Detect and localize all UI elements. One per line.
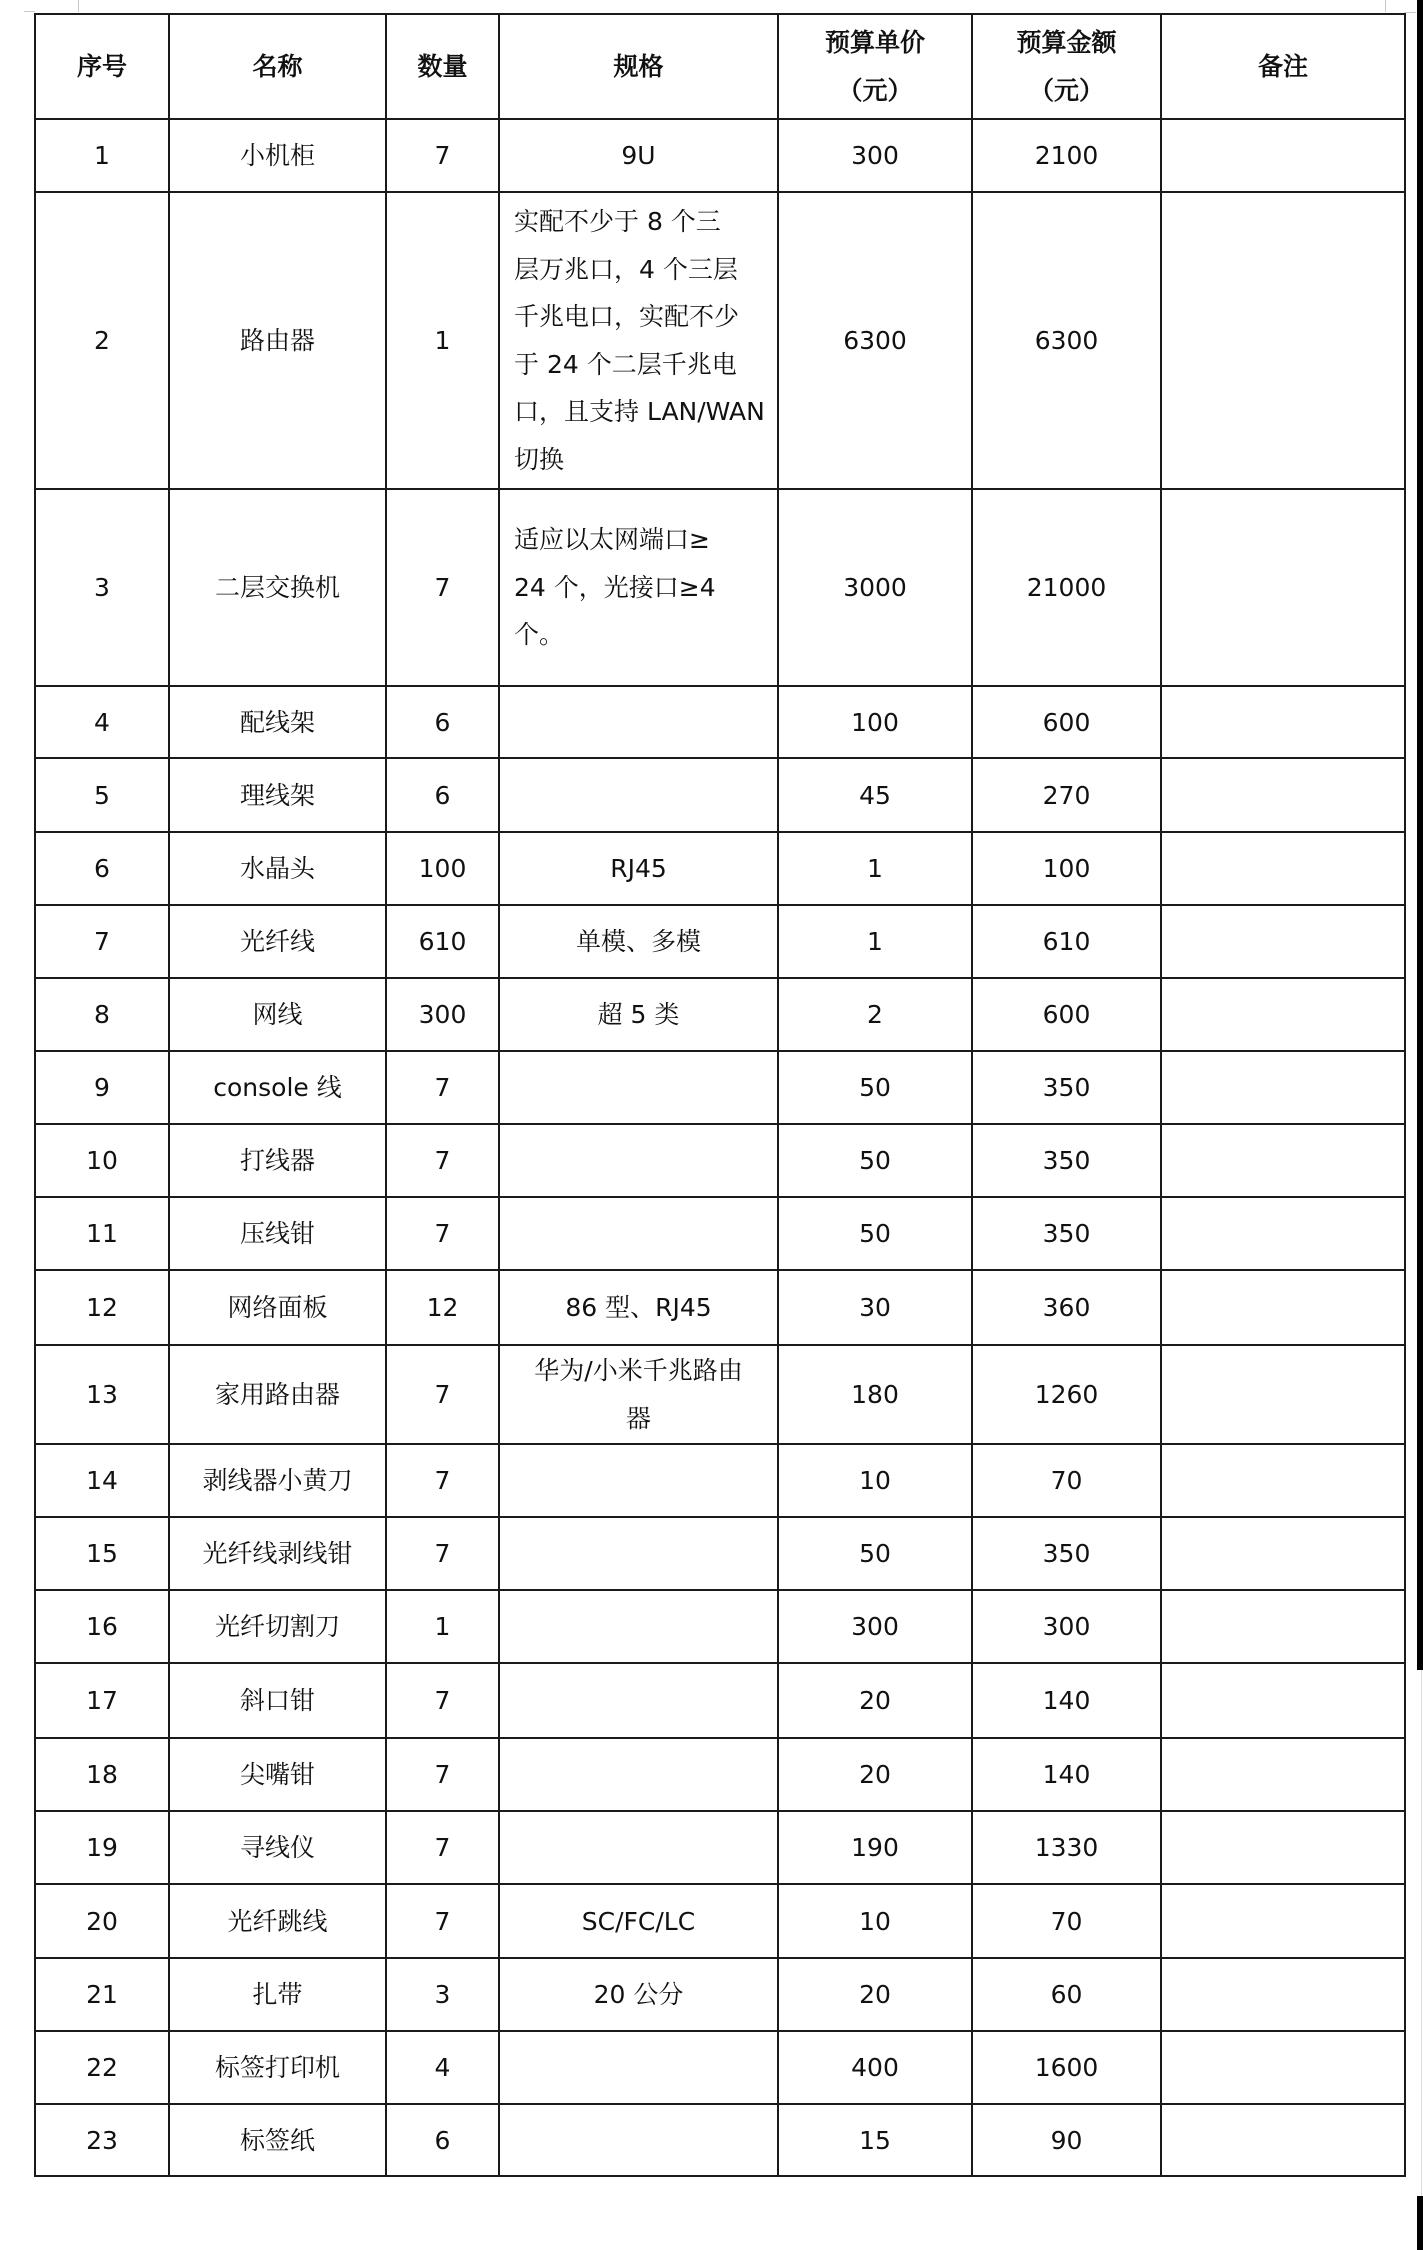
cell-unit-price: 3000 [778,489,972,686]
cell-spec [499,1444,778,1517]
cell-name: console 线 [169,1051,386,1124]
table-row [35,1811,1405,1884]
table-row [35,1345,1405,1444]
header-amount [972,14,1161,119]
cell-note [1161,978,1405,1051]
page-corner-mark-top-left-v [78,0,79,12]
cell-index: 9 [35,1051,169,1124]
cell-qty: 7 [386,1124,499,1197]
cell-unit-price: 20 [778,1958,972,2031]
cell-spec [499,2031,778,2104]
spec-line: 个。 [514,620,565,650]
cell-note [1161,1345,1405,1444]
cell-index: 17 [35,1663,169,1738]
cell-name: 家用路由器 [169,1345,386,1444]
header-label: 预算金额 [1016,27,1117,57]
cell-unit-price: 300 [778,119,972,192]
page-corner-mark-top-left-h [24,11,35,12]
cell-name: 网络面板 [169,1270,386,1345]
table-row [35,2104,1405,2176]
header-label: 备注 [1257,51,1308,81]
cell-unit-price: 6300 [778,192,972,489]
table-row [35,2031,1405,2104]
cell-unit-price: 50 [778,1197,972,1270]
cell-index: 13 [35,1345,169,1444]
table-row [35,1958,1405,2031]
cell-spec: 超 5 类 [499,978,778,1051]
cell-qty: 6 [386,758,499,832]
cell-name: 标签纸 [169,2104,386,2176]
cell-note [1161,1958,1405,2031]
cell-qty: 300 [386,978,499,1051]
cell-qty: 6 [386,686,499,758]
cell-note [1161,1517,1405,1590]
cell-qty: 7 [386,1663,499,1738]
window-edge-bar-top [1417,0,1423,1670]
cell-unit-price: 2 [778,978,972,1051]
cell-note [1161,1811,1405,1884]
table-row [35,1444,1405,1517]
cell-unit-price: 190 [778,1811,972,1884]
cell-name: 扎带 [169,1958,386,2031]
spec-line: 器 [625,1403,651,1433]
cell-amount: 600 [972,686,1161,758]
table-row [35,1884,1405,1958]
cell-index: 3 [35,489,169,686]
table-row [35,1051,1405,1124]
cell-amount: 610 [972,905,1161,978]
cell-name: 剥线器小黄刀 [169,1444,386,1517]
cell-name: 斜口钳 [169,1663,386,1738]
cell-qty: 1 [386,1590,499,1663]
table-row [35,192,1405,489]
cell-spec: 单模、多模 [499,905,778,978]
spec-line: 千兆电口，实配不少 [514,302,740,331]
table-row [35,119,1405,192]
cell-amount: 70 [972,1444,1161,1517]
header-label: 预算单价 [824,27,925,57]
cell-spec [499,758,778,832]
cell-qty: 610 [386,905,499,978]
cell-qty: 7 [386,1345,499,1444]
cell-spec [499,1051,778,1124]
cell-amount: 60 [972,1958,1161,2031]
cell-spec [499,1811,778,1884]
cell-amount: 140 [972,1663,1161,1738]
cell-qty: 7 [386,1051,499,1124]
header-unit: （元） [837,75,913,105]
cell-note [1161,1663,1405,1738]
spec-line: 切换 [514,444,565,474]
cell-spec [499,192,778,489]
cell-spec [499,1197,778,1270]
table-row [35,1197,1405,1270]
cell-amount: 350 [972,1197,1161,1270]
header-label: 名称 [252,51,303,81]
cell-note [1161,1051,1405,1124]
table-row [35,489,1405,686]
table-row [35,1738,1405,1811]
cell-index: 23 [35,2104,169,2176]
header-qty [386,14,499,119]
cell-amount: 70 [972,1884,1161,1958]
header-label: 序号 [76,51,127,81]
cell-name: 配线架 [169,686,386,758]
cell-index: 10 [35,1124,169,1197]
cell-spec [499,686,778,758]
cell-index: 1 [35,119,169,192]
cell-name: 路由器 [169,192,386,489]
cell-name: 压线钳 [169,1197,386,1270]
cell-amount: 2100 [972,119,1161,192]
cell-index: 22 [35,2031,169,2104]
table-row [35,1663,1405,1738]
cell-qty: 7 [386,119,499,192]
table-row [35,1124,1405,1197]
table-row [35,758,1405,832]
cell-qty: 3 [386,1958,499,2031]
cell-name: 光纤线剥线钳 [169,1517,386,1590]
cell-index: 6 [35,832,169,905]
cell-unit-price: 10 [778,1444,972,1517]
cell-qty: 7 [386,1197,499,1270]
table-body [35,119,1405,2176]
page-corner-mark-top-right-v [1385,0,1386,12]
cell-unit-price: 50 [778,1124,972,1197]
cell-qty: 7 [386,1444,499,1517]
cell-spec [499,1738,778,1811]
header-label: 数量 [417,51,468,81]
spec-line: 于 24 个二层千兆电 [514,349,737,379]
header-unit: （元） [1028,75,1104,105]
cell-unit-price: 10 [778,1884,972,1958]
cell-qty: 7 [386,489,499,686]
cell-index: 16 [35,1590,169,1663]
cell-amount: 100 [972,832,1161,905]
cell-index: 15 [35,1517,169,1590]
table-row [35,905,1405,978]
cell-index: 18 [35,1738,169,1811]
cell-note [1161,686,1405,758]
cell-note [1161,2031,1405,2104]
cell-index: 19 [35,1811,169,1884]
cell-name: 标签打印机 [169,2031,386,2104]
cell-amount: 350 [972,1051,1161,1124]
cell-amount: 90 [972,2104,1161,2176]
cell-index: 12 [35,1270,169,1345]
cell-note [1161,2104,1405,2176]
cell-name: 二层交换机 [169,489,386,686]
table-row [35,686,1405,758]
cell-note [1161,1884,1405,1958]
cell-spec [499,489,778,686]
cell-unit-price: 15 [778,2104,972,2176]
spec-line: 适应以太网端口≥ [514,525,710,555]
cell-qty: 4 [386,2031,499,2104]
cell-amount: 21000 [972,489,1161,686]
cell-note [1161,1444,1405,1517]
cell-note [1161,905,1405,978]
cell-qty: 1 [386,192,499,489]
cell-spec [499,1590,778,1663]
cell-name: 光纤切割刀 [169,1590,386,1663]
cell-note [1161,192,1405,489]
cell-note [1161,1738,1405,1811]
cell-index: 8 [35,978,169,1051]
cell-unit-price: 180 [778,1345,972,1444]
cell-qty: 7 [386,1738,499,1811]
cell-amount: 1600 [972,2031,1161,2104]
cell-amount: 270 [972,758,1161,832]
cell-unit-price: 1 [778,905,972,978]
cell-unit-price: 20 [778,1738,972,1811]
cell-amount: 6300 [972,192,1161,489]
spec-line: 口，且支持 LAN/WAN [514,397,765,426]
cell-spec: SC/FC/LC [499,1884,778,1958]
cell-note [1161,758,1405,832]
cell-qty: 100 [386,832,499,905]
window-edge-bar-bottom [1417,2196,1423,2250]
cell-qty: 12 [386,1270,499,1345]
cell-name: 小机柜 [169,119,386,192]
cell-qty: 7 [386,1517,499,1590]
header-unit-price [778,14,972,119]
spec-line: 实配不少于 8 个三 [514,207,721,236]
spec-line: 层万兆口，4 个三层 [514,254,738,284]
cell-amount: 350 [972,1124,1161,1197]
cell-name: 光纤跳线 [169,1884,386,1958]
page-edge-line [1421,1670,1422,2196]
cell-spec: 9U [499,119,778,192]
cell-name: 尖嘴钳 [169,1738,386,1811]
cell-note [1161,119,1405,192]
cell-unit-price: 1 [778,832,972,905]
spec-line: 华为/小米千兆路由 [534,1355,743,1385]
cell-unit-price: 30 [778,1270,972,1345]
cell-name: 寻线仪 [169,1811,386,1884]
cell-index: 2 [35,192,169,489]
table-row [35,978,1405,1051]
cell-unit-price: 45 [778,758,972,832]
cell-note [1161,1197,1405,1270]
cell-note [1161,1124,1405,1197]
cell-name: 网线 [169,978,386,1051]
cell-spec: 20 公分 [499,1958,778,2031]
cell-index: 21 [35,1958,169,2031]
cell-note [1161,832,1405,905]
cell-index: 7 [35,905,169,978]
cell-name: 光纤线 [169,905,386,978]
cell-amount: 350 [972,1517,1161,1590]
cell-spec [499,1517,778,1590]
header-name [169,14,386,119]
cell-name: 理线架 [169,758,386,832]
cell-spec [499,2104,778,2176]
table-row [35,1590,1405,1663]
cell-index: 4 [35,686,169,758]
cell-name: 打线器 [169,1124,386,1197]
cell-spec: RJ45 [499,832,778,905]
header-index [35,14,169,119]
cell-note [1161,489,1405,686]
table-header-row [35,14,1405,119]
cell-spec [499,1345,778,1444]
header-spec [499,14,778,119]
header-note [1161,14,1405,119]
cell-spec: 86 型、RJ45 [499,1270,778,1345]
cell-qty: 6 [386,2104,499,2176]
cell-unit-price: 50 [778,1051,972,1124]
cell-amount: 360 [972,1270,1161,1345]
cell-index: 11 [35,1197,169,1270]
cell-amount: 600 [972,978,1161,1051]
cell-unit-price: 300 [778,1590,972,1663]
cell-note [1161,1270,1405,1345]
cell-qty: 7 [386,1811,499,1884]
header-label: 规格 [613,51,664,81]
table-row [35,1517,1405,1590]
cell-spec [499,1124,778,1197]
cell-spec [499,1663,778,1738]
spec-line: 24 个，光接口≥4 [514,572,716,602]
cell-unit-price: 400 [778,2031,972,2104]
cell-index: 14 [35,1444,169,1517]
cell-qty: 7 [386,1884,499,1958]
cell-unit-price: 100 [778,686,972,758]
cell-index: 5 [35,758,169,832]
cell-note [1161,1590,1405,1663]
table-row [35,832,1405,905]
cell-amount: 140 [972,1738,1161,1811]
cell-unit-price: 50 [778,1517,972,1590]
cell-amount: 300 [972,1590,1161,1663]
cell-index: 20 [35,1884,169,1958]
cell-amount: 1330 [972,1811,1161,1884]
budget-table [34,13,1406,2177]
cell-amount: 1260 [972,1345,1161,1444]
table-row [35,1270,1405,1345]
cell-name: 水晶头 [169,832,386,905]
cell-unit-price: 20 [778,1663,972,1738]
